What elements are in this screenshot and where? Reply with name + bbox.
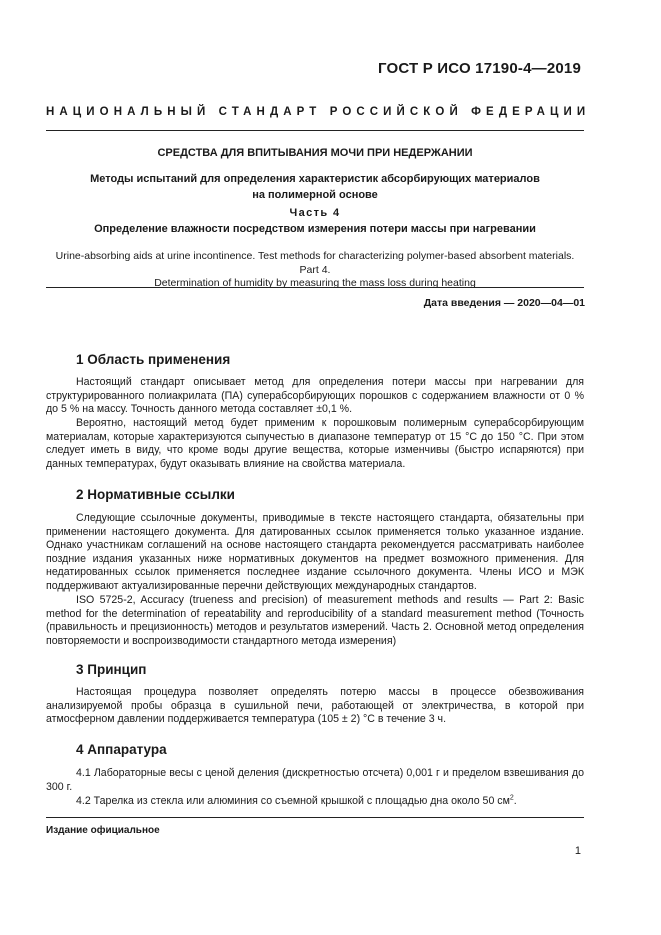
gost-code: ГОСТ Р ИСО 17190-4—2019	[377, 60, 581, 77]
section-4-paragraph-1: 4.1 Лабораторные весы с ценой деления (дискретностью отсчета) 0,001 г и пределом взвешивания до 300 г.	[46, 767, 584, 793]
section-4-heading: 4 Аппаратура	[76, 742, 167, 757]
section-1-paragraph-1: Настоящий стандарт описывает метод для определения потери массы при нагревании для структурированного полиакрилата (ПА) суперабсорбирующих порошков с содержанием влажности от 0 % до 5 % на массу. Точность данного метода составляет ±0,1 %.	[46, 376, 584, 416]
top-rule	[46, 130, 584, 131]
english-title-line-1: Urine-absorbing aids at urine incontinence. Test methods for characterizing polymer-based absorbent materials. Part 4.	[55, 250, 575, 276]
subtitle-line-2: на полимерной основе	[252, 188, 378, 201]
part-title: Определение влажности посредством измерения потери массы при нагревании	[94, 223, 536, 235]
introduction-date: Дата введения — 2020—04—01	[423, 297, 585, 309]
section-1-paragraph-2: Вероятно, настоящий метод будет применим к порошковым полимерным суперабсорбирующим материалам, которые характеризуются сыпучестью в диапазоне температур от 15 °С до 150 °С. При этом следует иметь в виду, что кроме воды другие вещества, которые изменчивы (быстро испаряются) при данных температурах, будут оказывать влияние на свойства материала.	[46, 417, 584, 470]
section-4-paragraph-2-text: 4.2 Тарелка из стекла или алюминия со съемной крышкой с площадью дна около 50 см	[76, 795, 510, 807]
section-3-heading: 3 Принцип	[76, 662, 147, 677]
section-1-heading: 1 Область применения	[76, 352, 231, 367]
part-label: Часть 4	[289, 207, 341, 219]
title-rule	[46, 287, 584, 288]
document-subtitle	[46, 172, 584, 203]
national-standard-heading: НАЦИОНАЛЬНЫЙ СТАНДАРТ РОССИЙСКОЙ ФЕДЕРАЦИИ	[46, 106, 591, 118]
section-2-paragraph-1: Следующие ссылочные документы, приводимые в тексте настоящего стандарта, обязательны при применении настоящего документа. Для датированных ссылок применяется только указанное издание. Однако участникам соглашений на основе настоящего стандарта рекомендуется рассматривать наиболее поздние издания указанных ниже нормативных документов на предмет возможного применения. Для недатированных ссылок применяется последнее издание ссылочного документа. Члены ИСО и МЭК поддерживают актуализированные перечни действующих международных стандартов.	[46, 512, 584, 592]
english-title	[46, 250, 584, 291]
section-4-paragraph-2-end: .	[513, 795, 517, 807]
official-edition-label: Издание официальное	[46, 825, 160, 836]
subtitle-line-1: Методы испытаний для определения характеристик абсорбирующих материалов	[90, 173, 540, 185]
english-title-line-2: Determination of humidity by measuring the mass loss during heating	[154, 277, 476, 289]
section-2-paragraph-2: ISO 5725-2, Accuracy (trueness and precision) of measurement methods and results — Part 2: Basic method for the determination of repeatability and reproducibility of a standard measurement method (Точность (правильность и прецизионность) методов и результатов измерений. Часть 2. Основной метод определения повторяемости и воспроизводимости стандартного метода измерения)	[46, 594, 584, 647]
section-2-heading: 2 Нормативные ссылки	[76, 487, 235, 502]
footer-rule	[46, 817, 584, 818]
superscript-2: 2	[509, 794, 514, 802]
page-number: 1	[574, 845, 581, 857]
section-3-paragraph-1: Настоящая процедура позволяет определять потерю массы в процессе обезвоживания анализируемой пробы образца в сушильной печи, работающей от электричества, в которой при атмосферном давлении поддерживается температура (105 ± 2) °С в течение 3 ч.	[46, 686, 584, 726]
document-title: СРЕДСТВА ДЛЯ ВПИТЫВАНИЯ МОЧИ ПРИ НЕДЕРЖАНИИ	[157, 147, 473, 159]
section-4-paragraph-2	[46, 795, 584, 809]
